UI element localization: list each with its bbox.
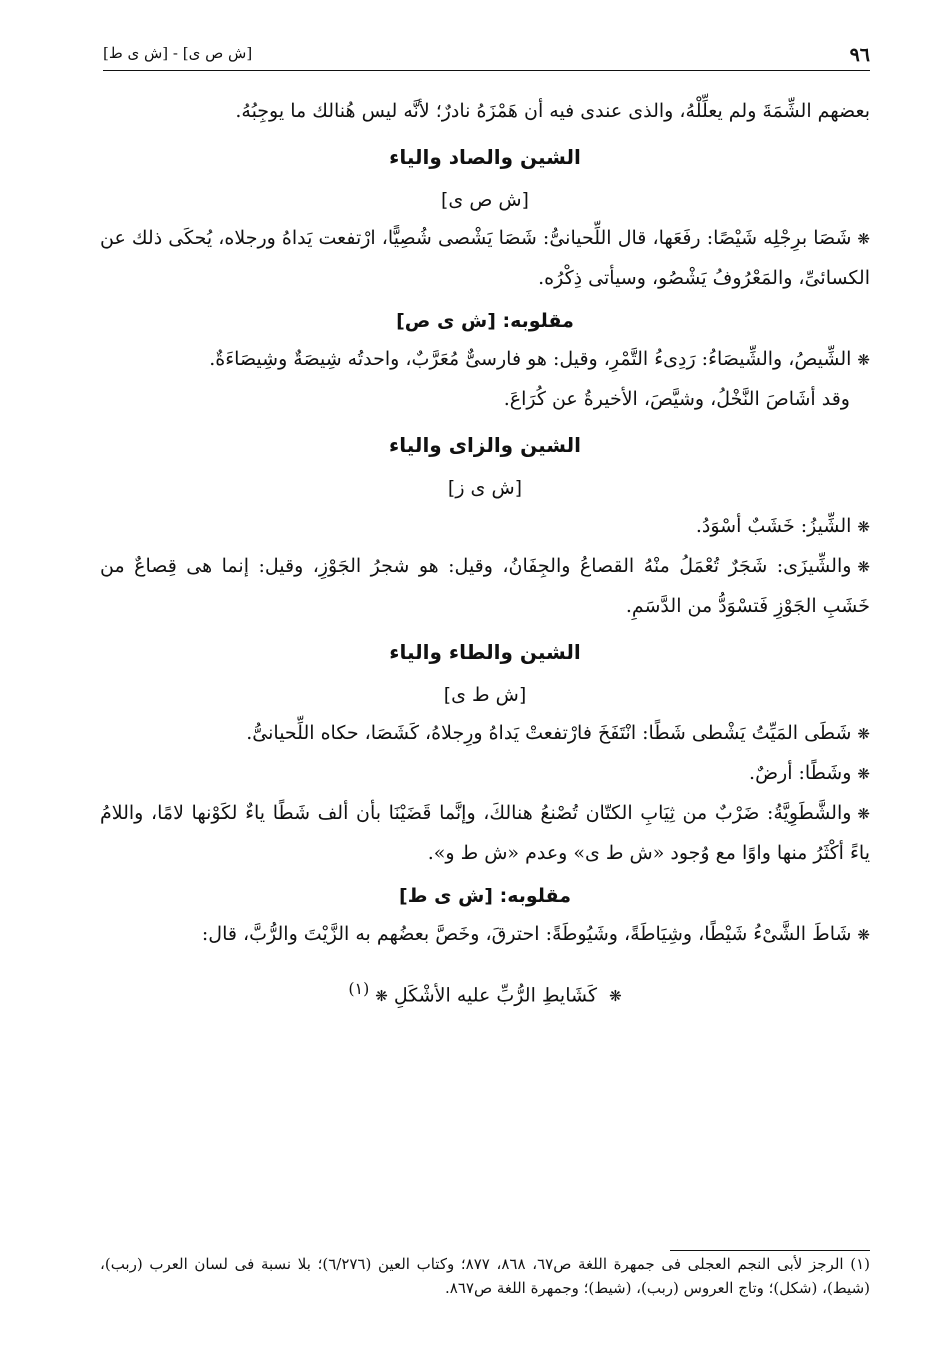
entry-text: وشَطًا: أرضٌ. bbox=[749, 762, 852, 784]
section-heading: الشين والصاد والياء bbox=[389, 145, 581, 169]
star-ornament-icon: ❋ bbox=[857, 805, 870, 823]
entry-paragraph bbox=[100, 794, 870, 873]
entry-paragraph bbox=[100, 507, 870, 547]
section-heading: الشين والطاء والياء bbox=[389, 640, 581, 664]
footnote: (١) الرجز لأبى النجم العجلى فى جمهرة اللغة ص٦٧، ٨٦٨، ٨٧٧؛ وكتاب العين (٦/٢٧٦)؛ بلا نسبة فى لسان العرب (ربب)، (شيط)، (شكل)؛ وتاج العروس (ربب)، (شيط)؛ وجمهرة اللغة ص٨٦٧. bbox=[100, 1255, 871, 1297]
star-ornament-icon: ❋ bbox=[857, 725, 870, 743]
entry-paragraph bbox=[100, 915, 870, 955]
entry-paragraph: وقد أشَاصَ النَّخْلُ، وشيَّصَ، الأخيرةُ عن كُرَاعَ. bbox=[503, 388, 850, 410]
entry-text: والشِّيزَى: شَجَرٌ تُعْمَلُ منْهُ القصاعُ والجِفَانُ، وقيل: هو شجرُ الجَوْزِ، وقيل: إنما هى قِصاعٌ من خَشَبِ الجَوْزِ فَتسْوَدُّ من الدَّسَمِ. bbox=[100, 555, 870, 617]
root-label: [ش ط ى] bbox=[443, 684, 527, 706]
footnote-divider bbox=[670, 1250, 870, 1251]
subsection-heading: مقلوبه: [ش ى ط] bbox=[399, 885, 571, 907]
entry-text: شَطَى المَيِّتُ يَشْطى شَطًا: انْتَفَخَ فارْتفعتْ يَداهُ ورِجلاهُ، كَشَصَا، حكاه اللِّحيانىُّ. bbox=[246, 722, 852, 744]
entry-paragraph bbox=[100, 340, 870, 380]
star-ornament-icon: ❋ bbox=[857, 351, 870, 369]
star-ornament-icon: ❋ bbox=[857, 558, 870, 576]
verse-line bbox=[100, 969, 870, 1016]
root-label: [ش ى ز] bbox=[447, 477, 523, 499]
entry-text: الشِّيزُ: خَشَبٌ أسْوَدُ. bbox=[695, 515, 852, 537]
star-ornament-icon: ❋ bbox=[375, 987, 388, 1006]
entry-text: الشِّيصُ، والشِّيصَاءُ: رَدِىءُ التَّمْرِ، وقيل: هو فارسىٌّ مُعَرَّبٌ، واحدتُه شِيصَةٌ وشِيصَاءَةٌ. bbox=[209, 348, 852, 370]
star-ornament-icon: ❋ bbox=[857, 230, 870, 248]
page-number: ٩٦ bbox=[849, 44, 870, 66]
footnote-ref: (١) bbox=[348, 979, 370, 998]
entry-paragraph bbox=[100, 219, 870, 298]
star-ornament-icon: ❋ bbox=[857, 926, 870, 944]
entry-text: شَاطَ الشَّىْءُ شَيْطًا، وشِيَاطَةً، وشَيُوطَةً: احترقَ، وخَصَّ بعضُهم به الزَّيْتَ والرُّبَّ، قال: bbox=[201, 923, 852, 945]
star-ornament-icon: ❋ bbox=[857, 765, 870, 783]
entry-paragraph bbox=[100, 754, 870, 794]
entry-text: والشَّطَوِيَّةُ: ضَرْبٌ من ثِيَابِ الكتّان تُصْنعُ هنالكَ، وإنَّما قَضَيْنَا بأن ألف شَطًا ياءٌ لكَوْنها لامًا، واللامُ ياءً أكْثَرُ منها واوًا مع وُجود «ش ط ى» وعدم «ش ط و». bbox=[100, 802, 870, 864]
page-header bbox=[103, 44, 870, 71]
entry-text: شَصَا برِجْلِه شَيْصًا: رفَعَها، قال اللِّحيانىُّ: شَصَا يَشْصى شُصِيًّا، ارْتفعت يَداهُ ورجلاه، يُحكَى ذلك عن الكسائىِّ، والمَعْرُوفُ يَشْصُو، وسيأتى ذِكْرُه. bbox=[100, 227, 870, 289]
entry-paragraph bbox=[100, 714, 870, 754]
intro-paragraph: بعضهم الشِّمَةَ ولم يعلِّلْهُ، والذى عندى فيه أن هَمْزَهُ نادرٌ؛ لأنَّه ليس هُنالك ما يوجِبُهُ. bbox=[235, 100, 870, 122]
running-title: [ش ص ى] - [ش ى ط] bbox=[103, 44, 253, 62]
section-heading: الشين والزاى والياء bbox=[389, 433, 581, 457]
subsection-heading: مقلوبه: [ش ى ص] bbox=[396, 310, 574, 332]
page-body bbox=[100, 92, 870, 1016]
verse-text: كَشَايطِ الرُّبِّ عليه الأشْكَلِ bbox=[393, 984, 598, 1007]
root-label: [ش ص ى] bbox=[441, 189, 529, 211]
star-ornament-icon: ❋ bbox=[609, 987, 622, 1006]
star-ornament-icon: ❋ bbox=[857, 518, 870, 536]
entry-paragraph bbox=[100, 547, 870, 626]
